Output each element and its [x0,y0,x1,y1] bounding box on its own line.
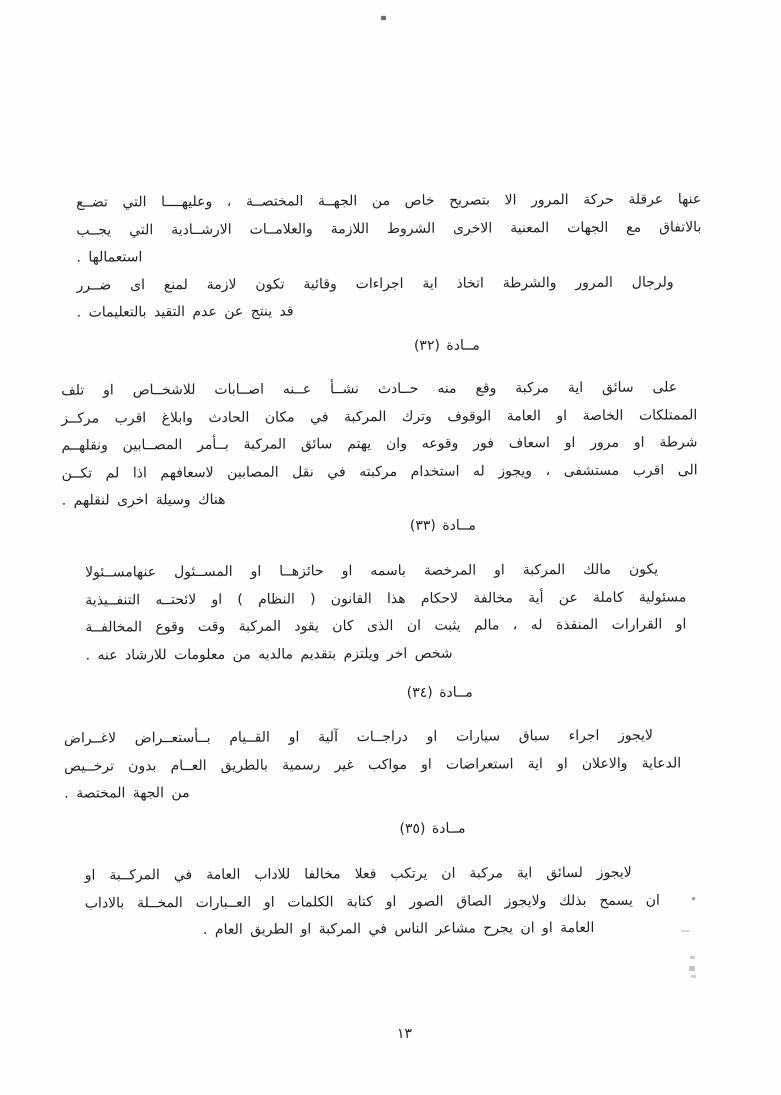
text-line: يكون مالك المركبة او المرخصة باسمه او حائزهــا او المســئول عنهامســئولا [85,561,659,581]
scan-artifact [381,16,386,20]
text-line: استعمالها . [76,249,143,266]
text-line: عنها عرقلة حركة المرور الا بتصريح خاص من الجهــة المختصــة ، وعليهــــا التي تضــع [76,191,702,211]
text-line: ولرجال المرور والشرطة اتخاذ اية اجراءات وقائية تكون لازمة لمنع اى ضــرر [76,274,674,294]
intro-paragraphs [76,186,702,327]
article-heading-32: مــادة (٣٢) [413,337,480,354]
scan-artifact [681,930,690,932]
text-line: شخص اخر ويلتزم بتقديم مالديه من معلومات للارشاد عنه . [85,645,453,664]
text-line: الدعاية والاعلان او اية استعراضات او مواكب غير رسمية بالطريق العــام بدون ترخــيص [64,754,682,775]
scan-artifact [692,897,695,900]
article-35-body [85,860,660,946]
article-heading-33: مــادة (٣٣) [409,517,476,534]
text-line: ان يسمح بذلك ولايجوز الصاق الصور او كتابة الكلمات او العــبارات المخــلة بالاداب [84,892,660,912]
scan-artifact [689,966,695,971]
article-heading-35: مــادة (٣٥) [399,820,466,837]
page-number: ١٣ [396,1025,413,1042]
text-line: الممتلكات الخاصة او العامة الوقوف وترك المركبة في مكان الحادث وابلاغ اقرب مركــز [61,406,698,427]
text-line: الى اقرب مستشفى ، ويجوز له استخدام مركبته في نقل المصابين لاسعافهم اذا لم تكــن [61,461,698,482]
text-line: على سائق اية مركبة وقع منه حــادث نشــأ عــنه اصــابات للاشخــاص او تلف [61,379,678,399]
article-32-body [61,374,698,515]
text-line: او القرارات المنفذة له ، مالم يثبت ان الذى كان يقود المركبة وقت وقوع المخالفــة [85,616,687,636]
text-line: مسئولية كاملة عن أية مخالفة لاحكام هذا القانون ( النظام ) او لائحتــه التنفــيذية [85,588,687,609]
text-line: لايجوز لسائق اية مركبة ان يرتكب فعلا مخالفا للاداب العامة في المركــبة او [84,864,632,884]
scan-artifact [691,975,696,978]
text-line: العامة او ان يجرح مشاعر الناس في المركبة او الطريق العام . [202,919,595,938]
text-line: هناك وسيلة اخرى لنقلهم . [61,491,226,509]
text-line: قد ينتج عن عدم التقيد بالتعليمات . [76,303,294,321]
text-line: من الجهة المختصة . [64,785,190,802]
article-heading-34: مــادة (٣٤) [406,684,473,701]
text-line: شرطة او مرور او اسعاف فور وقوعه وان يهتم سائق المركبة بــأمر المصــابين ونقلهــم [61,434,698,454]
text-line: بالاتفاق مع الجهات المعنية الاخرى الشروط اللازمة والعلامــات الارشــادية التي يجــب [76,218,702,239]
scan-artifact [690,956,695,959]
text-line: لايجوز اجراء سباق سيارات او دراجــات آلية او القــيام بــأستعــراض لاغــراض [63,727,654,747]
article-34-body [64,722,681,808]
article-33-body [85,556,687,669]
